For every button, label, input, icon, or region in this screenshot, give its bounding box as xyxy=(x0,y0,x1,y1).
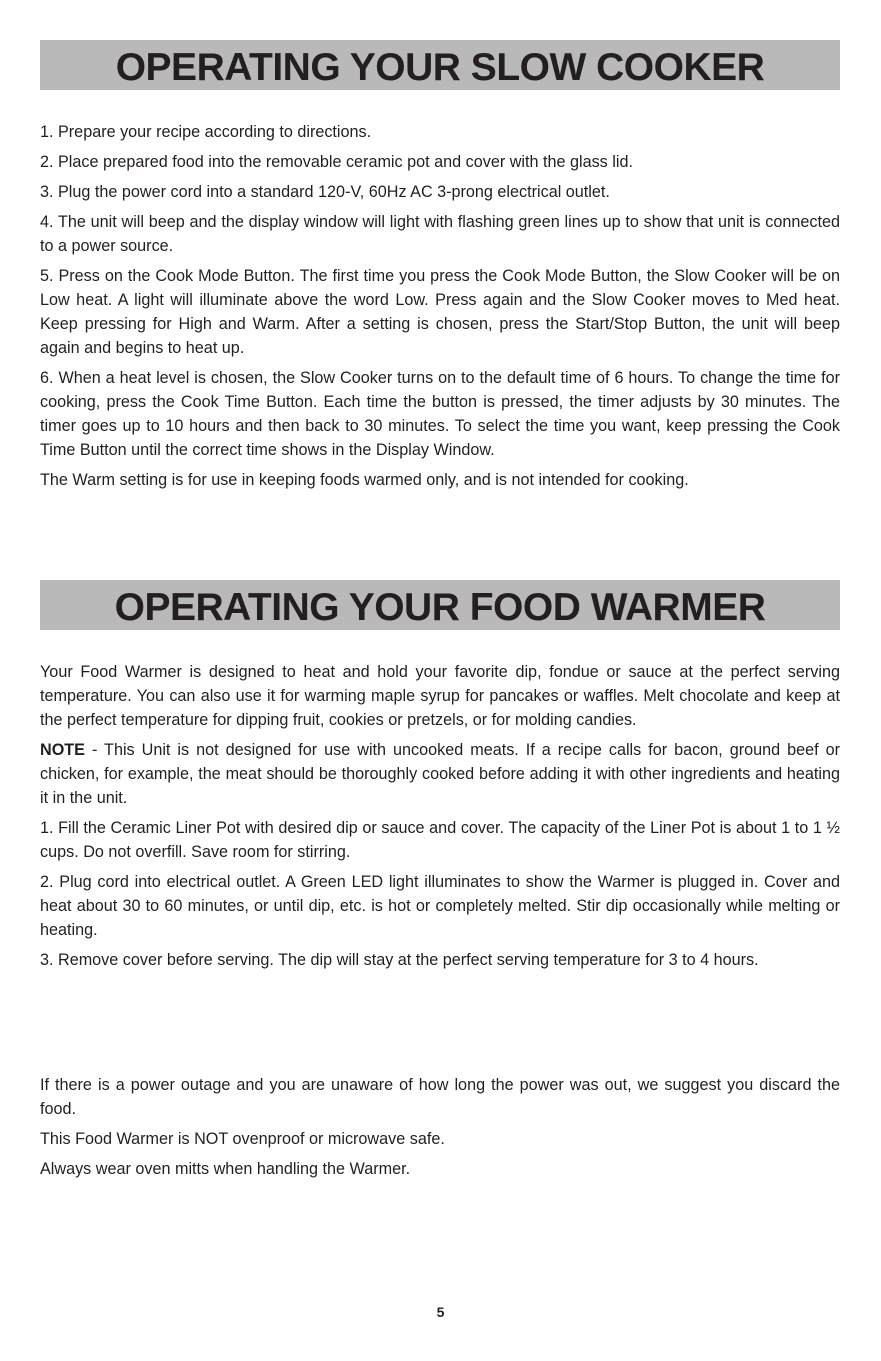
food-warmer-note xyxy=(40,738,840,810)
slow-cooker-heading-banner xyxy=(40,40,840,90)
safety-ovenproof: This Food Warmer is NOT ovenproof or microwave safe. xyxy=(40,1130,445,1148)
slow-cooker-step-1: 1. Prepare your recipe according to directions. xyxy=(40,123,372,141)
note-text: - This Unit is not designed for use with uncooked meats. If a recipe calls for bacon, ground beef or chicken, for example, the meat should be thoroughly cooked before adding it with other ingredients and heating it in the unit. xyxy=(40,741,840,807)
safety-oven-mitts: Always wear oven mitts when handling the Warmer. xyxy=(40,1160,411,1178)
food-warmer-heading-banner xyxy=(40,580,840,630)
slow-cooker-instructions xyxy=(40,120,840,498)
food-warmer-step-3: 3. Remove cover before serving. The dip will stay at the perfect serving temperature for 3 to 4 hours. xyxy=(40,951,759,969)
safety-power-outage: If there is a power outage and you are unaware of how long the power was out, we suggest you discard the food. xyxy=(40,1076,840,1118)
slow-cooker-step-2: 2. Place prepared food into the removable ceramic pot and cover with the glass lid. xyxy=(40,153,633,171)
slow-cooker-step-3: 3. Plug the power cord into a standard 120-V, 60Hz AC 3-prong electrical outlet. xyxy=(40,183,610,201)
food-warmer-intro: Your Food Warmer is designed to heat and hold your favorite dip, fondue or sauce at the perfect serving temperature. You can also use it for warming maple syrup for pancakes or waffles. Melt chocolate and keep at the perfect temperature for dipping fruit, cookies or pretzels, or for molding candies. xyxy=(40,663,840,729)
food-warmer-step-2: 2. Plug cord into electrical outlet. A Green LED light illuminates to show the Warmer is plugged in. Cover and heat about 30 to 60 minutes, or until dip, etc. is hot or completely melted. Stir dip occasionally while melting or heating. xyxy=(40,873,840,939)
food-warmer-safety xyxy=(40,1073,840,1187)
food-warmer-step-1: 1. Fill the Ceramic Liner Pot with desired dip or sauce and cover. The capacity of the Liner Pot is about 1 to 1 ½ cups. Do not overfill. Save room for stirring. xyxy=(40,819,840,861)
slow-cooker-step-6: 6. When a heat level is chosen, the Slow Cooker turns on to the default time of 6 hours. To change the time for cooking, press the Cook Time Button. Each time the button is pressed, the timer adjusts by 30 minutes. The timer goes up to 10 hours and then back to 30 minutes. To select the time you want, keep pressing the Cook Time Button until the correct time shows in the Display Window. xyxy=(40,369,840,459)
slow-cooker-warm-note: The Warm setting is for use in keeping foods warmed only, and is not intended for cooking. xyxy=(40,471,689,489)
slow-cooker-step-5: 5. Press on the Cook Mode Button. The first time you press the Cook Mode Button, the Slow Cooker will be on Low heat. A light will illuminate above the word Low. Press again and the Slow Cooker moves to Med heat. Keep pressing for High and Warm. After a setting is chosen, press the Start/Stop Button, the unit will beep again and begins to heat up. xyxy=(40,267,840,357)
food-warmer-heading: OPERATING YOUR FOOD WARMER xyxy=(114,585,766,629)
slow-cooker-heading: OPERATING YOUR SLOW COOKER xyxy=(115,45,765,89)
slow-cooker-step-4: 4. The unit will beep and the display window will light with flashing green lines up to show that unit is connected to a power source. xyxy=(40,213,840,255)
note-label: NOTE xyxy=(40,741,85,759)
food-warmer-instructions xyxy=(40,660,840,978)
page-number: 5 xyxy=(436,1304,445,1320)
